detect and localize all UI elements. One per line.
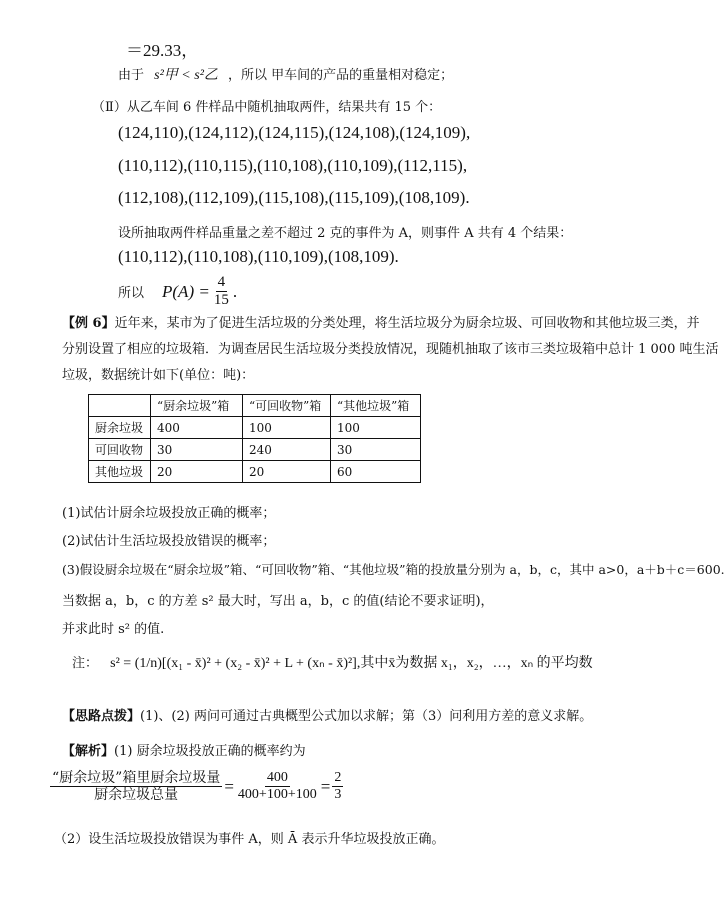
table-header-cell: “可回收物”箱 xyxy=(243,395,331,417)
table-cell: 可回收物 xyxy=(89,439,151,461)
variance-note xyxy=(72,652,593,672)
so-text: 所以 xyxy=(118,286,145,302)
table-cell: 其他垃圾 xyxy=(89,461,151,483)
note-label: 注： xyxy=(72,656,99,671)
solution-text: (1) 厨余垃圾投放正确的概率约为 xyxy=(114,744,306,759)
table-cell: 20 xyxy=(243,461,331,483)
result-numerator: 2 xyxy=(332,770,343,787)
probability-period: . xyxy=(232,281,238,301)
table-header-row xyxy=(89,395,421,417)
question-3-line-2: 当数据 a，b，c 的方差 s² 最大时，写出 a，b，c 的值(结论不要求证明)， xyxy=(62,594,494,609)
hint-tag: 【思路点拨】 xyxy=(62,709,141,724)
event-definition: 设所抽取两件样品重量之差不超过 2 克的事件为 A，则事件 A 共有 4 个结果： xyxy=(118,226,573,241)
probability-numerator: 4 xyxy=(216,274,228,292)
table-cell: 60 xyxy=(331,461,421,483)
table-cell: 30 xyxy=(151,439,243,461)
data-table xyxy=(88,394,421,483)
example-tag: 【例 6】 xyxy=(62,316,115,331)
table-cell: 厨余垃圾 xyxy=(89,417,151,439)
probability-label: P(A) = xyxy=(162,281,210,301)
probability-denominator: 15 xyxy=(213,292,229,309)
example-line-1 xyxy=(62,312,700,331)
solution-part-2: （2）设生活垃圾投放错误为事件 A，则 Ā 表示升华垃圾投放正确。 xyxy=(54,832,445,847)
comparison-line xyxy=(118,64,453,84)
variance-formula: s² = (1/n)[(x₁ - x̄)² + (x₂ - x̄)² + L + (xₙ - x̄)²],其中x̄为数据 x₁，x₂，…，xₙ 的平均数 xyxy=(110,656,593,671)
table-header-cell xyxy=(89,395,151,417)
equals-sign: = xyxy=(320,776,331,796)
variance-comparison: s²甲 < s²乙 xyxy=(154,68,218,83)
probability-calculation xyxy=(48,770,345,803)
example-text-1: 近年来，某市为了促进生活垃圾的分类处理，将生活垃圾分为厨余垃圾、可回收物和其他垃圾三类，并 xyxy=(114,316,700,331)
table-cell: 400 xyxy=(151,417,243,439)
value-fraction xyxy=(236,770,319,803)
value-numerator: 400 xyxy=(265,770,290,787)
part-two-heading: （Ⅱ）从乙车间 6 件样品中随机抽取两件，结果共有 15 个： xyxy=(92,100,442,115)
solution-line xyxy=(62,740,306,759)
result-fraction xyxy=(332,770,343,803)
ratio-numerator: “厨余垃圾”箱里厨余垃圾量 xyxy=(52,770,221,786)
outcome-row-3: (112,108),(112,109),(115,108),(115,109),(108,109). xyxy=(118,188,470,207)
question-1: (1)试估计厨余垃圾投放正确的概率； xyxy=(62,506,276,521)
solution-tag: 【解析】 xyxy=(62,744,115,759)
since-text: 由于 xyxy=(118,68,145,83)
example-line-3: 垃圾，数据统计如下(单位：吨)： xyxy=(62,368,255,383)
table-row xyxy=(89,461,421,483)
event-outcomes: (110,112),(110,108),(110,109),(108,109). xyxy=(118,247,399,266)
table-cell: 240 xyxy=(243,439,331,461)
probability-fraction xyxy=(212,274,231,310)
equals-sign: = xyxy=(224,776,234,796)
table-header-cell: “厨余垃圾”箱 xyxy=(151,395,243,417)
table-row xyxy=(89,439,421,461)
table-cell: 100 xyxy=(331,417,421,439)
ratio-fraction xyxy=(50,770,222,803)
value-denominator: 400+100+100 xyxy=(237,787,317,803)
outcome-row-2: (110,112),(110,115),(110,108),(110,109),(112,115), xyxy=(118,156,468,175)
question-3: (3)假设厨余垃圾在“厨余垃圾”箱、“可回收物”箱、“其他垃圾”箱的投放量分别为 a，b，c，其中 a>0，a＋b＋c＝600. xyxy=(62,562,725,577)
question-3-line-3: 并求此时 s² 的值. xyxy=(62,622,165,637)
outcome-row-1: (124,110),(124,112),(124,115),(124,108),(124,109), xyxy=(118,123,471,142)
hint-text: (1)、(2) 两问可通过古典概型公式加以求解；第（3）问利用方差的意义求解。 xyxy=(140,709,593,724)
table-cell: 100 xyxy=(243,417,331,439)
table-header-cell: “其他垃圾”箱 xyxy=(331,395,421,417)
result-denominator: 3 xyxy=(334,787,342,803)
table-cell: 20 xyxy=(151,461,243,483)
question-2: (2)试估计生活垃圾投放错误的概率； xyxy=(62,534,276,549)
conclusion-text: ，所以 甲车间的产品的重量相对稳定； xyxy=(228,68,454,83)
probability-line xyxy=(118,274,237,310)
variance-result: ＝29.33， xyxy=(126,41,199,60)
ratio-denominator: 厨余垃圾总量 xyxy=(94,787,179,804)
hint-line xyxy=(62,705,592,724)
table-cell: 30 xyxy=(331,439,421,461)
table-row xyxy=(89,417,421,439)
example-line-2: 分别设置了相应的垃圾箱．为调查居民生活垃圾分类投放情况，现随机抽取了该市三类垃圾箱中总计 1 000 吨生活 xyxy=(62,342,719,357)
